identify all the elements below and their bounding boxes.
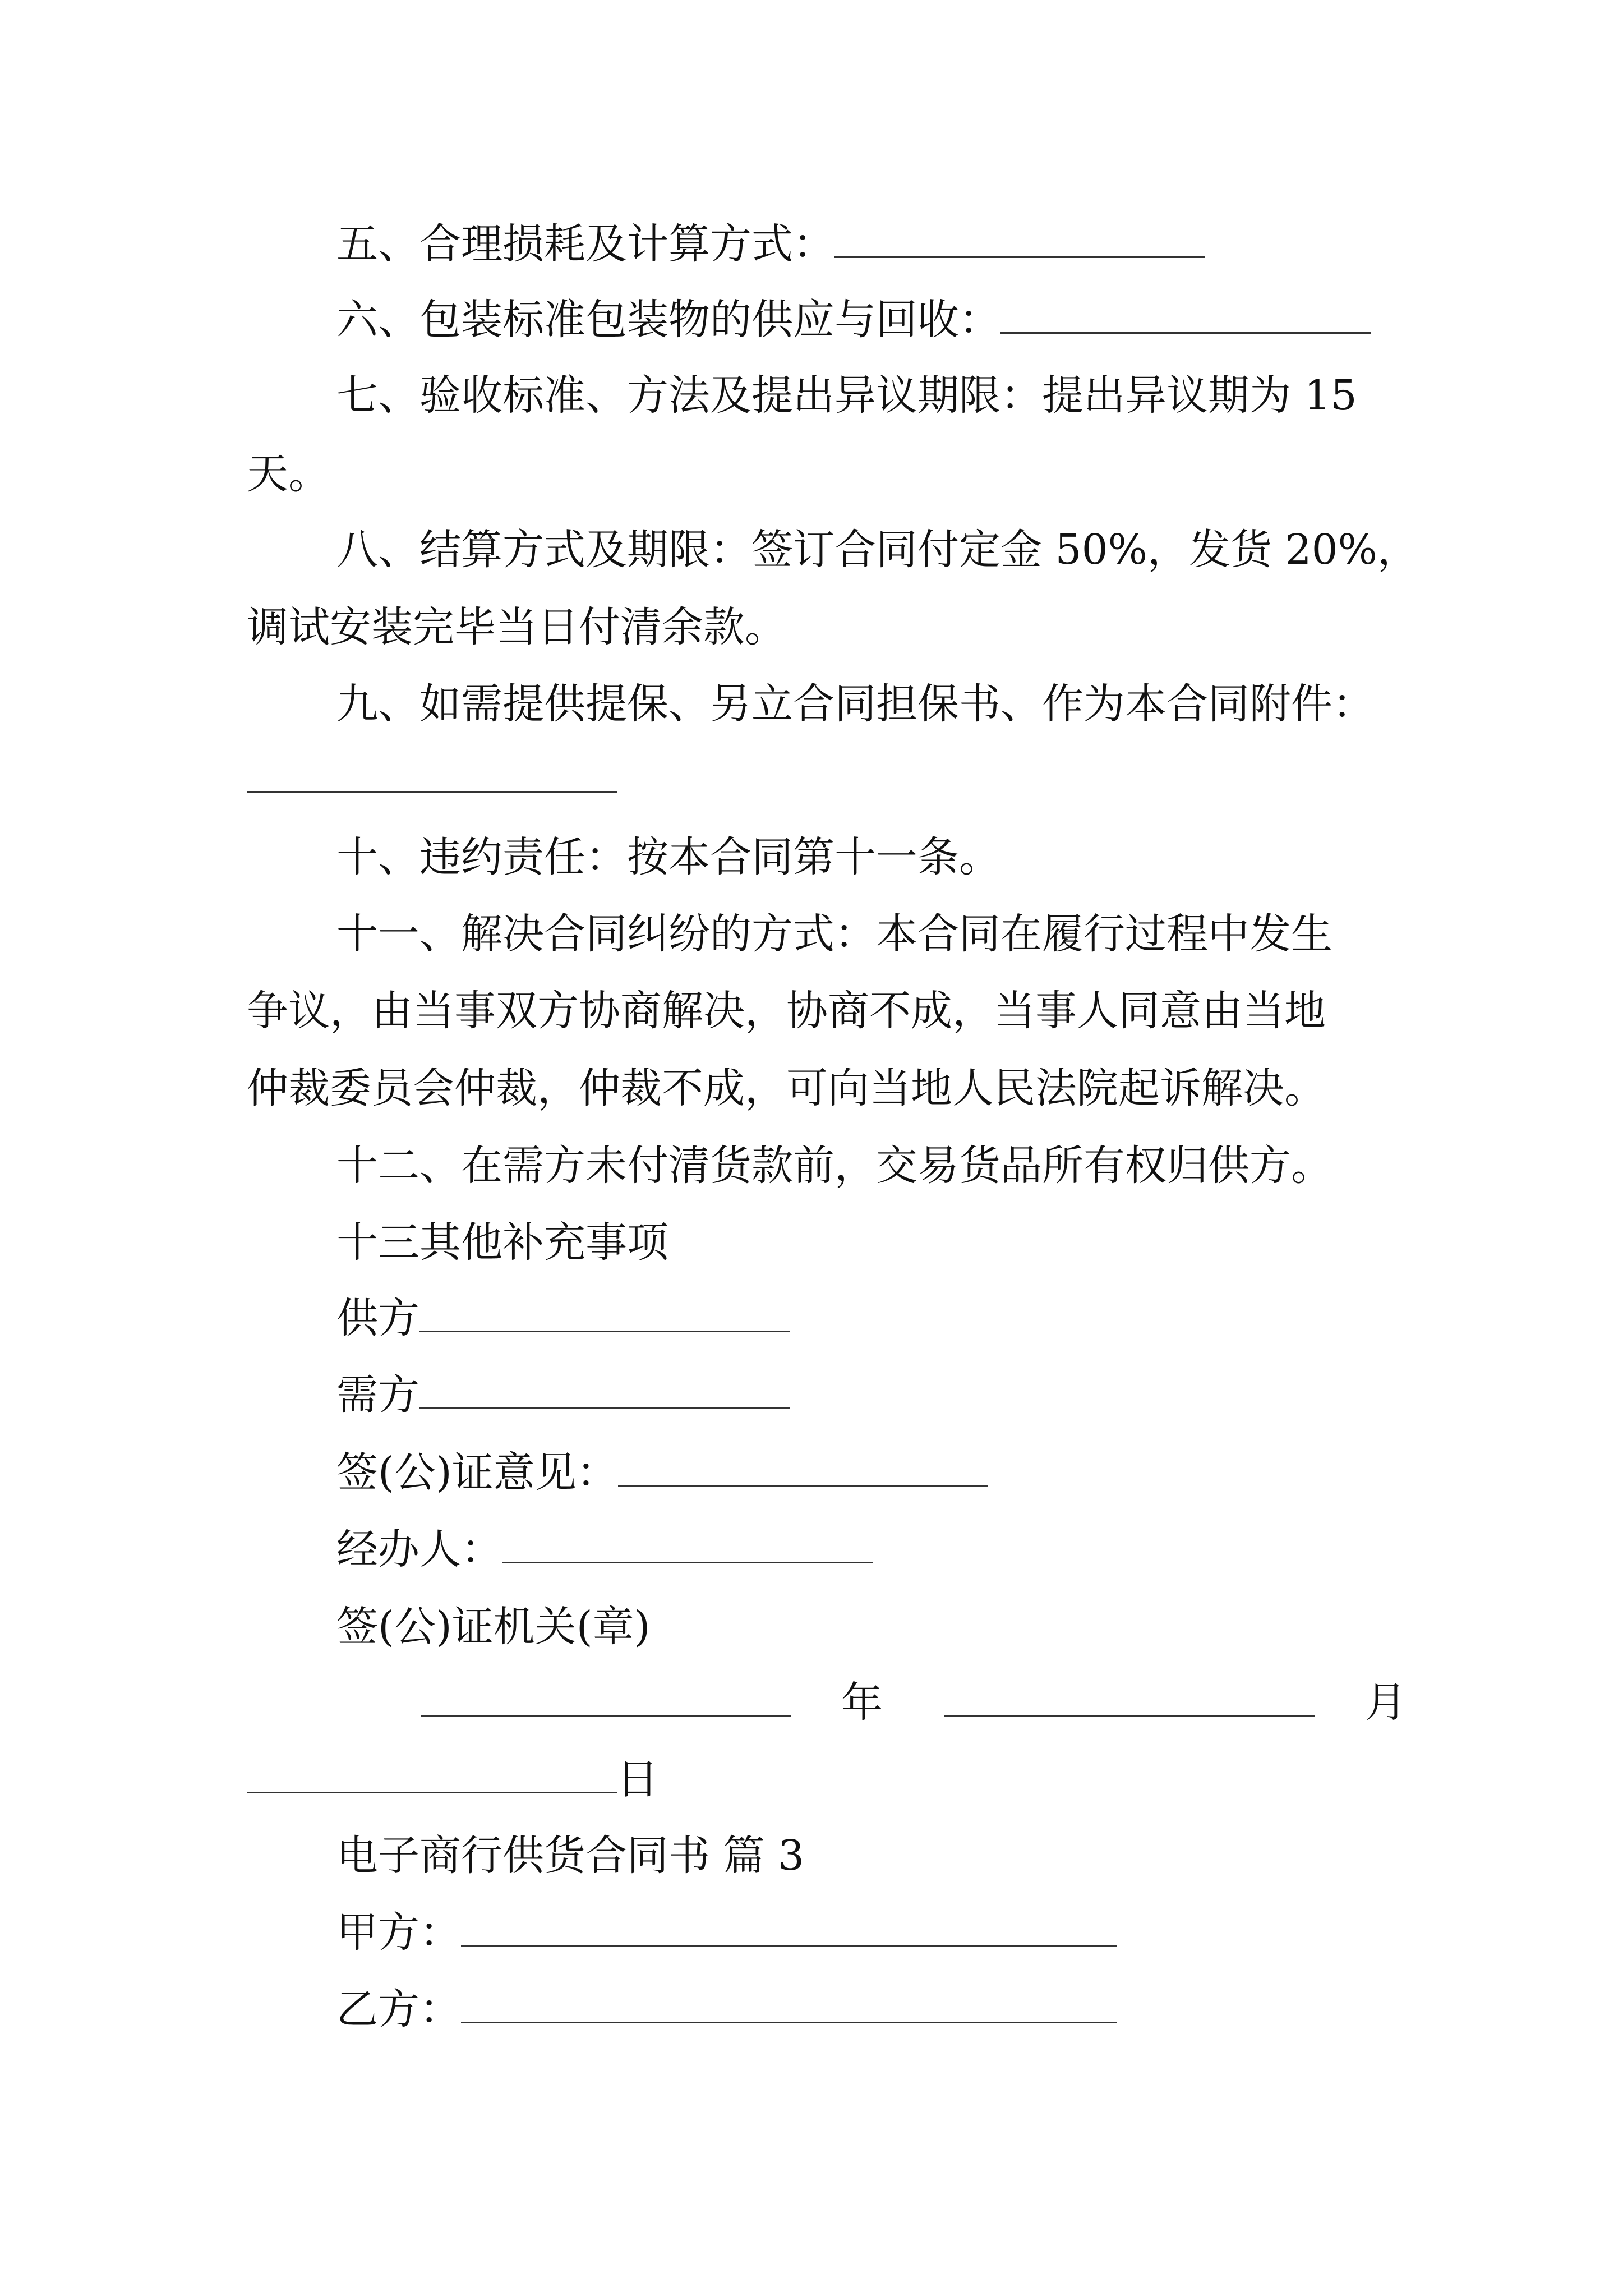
notary-office: 签(公)证机关(章) [336, 1603, 651, 1651]
clause-7-line-2: 天。 [247, 450, 330, 498]
section-3-title: 电子商行供货合同书 篇 3 [336, 1832, 805, 1880]
clause-9-blank[interactable] [247, 790, 617, 793]
date-line [421, 1674, 1407, 1731]
supplier-label: 供方 [336, 1294, 419, 1342]
day-blank[interactable] [247, 1791, 617, 1793]
clause-11-line-3: 仲裁委员会仲裁，仲裁不成，可向当地人民法院起诉解决。 [247, 1064, 1326, 1112]
handler-label: 经办人： [336, 1525, 502, 1573]
notary-opinion-blank[interactable] [618, 1484, 988, 1487]
party-a-label: 甲方： [336, 1908, 461, 1957]
buyer-blank[interactable] [419, 1407, 790, 1409]
day-line [247, 1751, 1380, 1807]
clause-5-text: 五、合理损耗及计算方式： [336, 220, 834, 268]
party-b-label: 乙方： [336, 1985, 461, 2033]
supplier-blank[interactable] [419, 1330, 790, 1332]
notary-opinion-label: 签(公)证意见： [336, 1448, 618, 1497]
month-blank[interactable] [944, 1714, 1315, 1717]
party-b [336, 1981, 1469, 2037]
handler [336, 1521, 1469, 1577]
month-label: 月 [1365, 1678, 1407, 1727]
party-a [336, 1904, 1469, 1961]
clause-5-blank[interactable] [834, 256, 1205, 258]
clause-9-blank-line [247, 751, 1380, 807]
clause-5 [336, 216, 1469, 272]
year-blank[interactable] [421, 1714, 791, 1717]
clause-11-line-1: 十一、解决合同纠纷的方式：本合同在履行过程中发生 [336, 910, 1332, 958]
year-label: 年 [841, 1678, 883, 1727]
clause-6 [336, 292, 1469, 348]
notary-opinion [336, 1444, 1469, 1501]
clause-6-text: 六、包装标准包装物的供应与回收： [336, 296, 1000, 344]
clause-8-line-1: 八、结算方式及期限：签订合同付定金 50%，发货 20%， [336, 526, 1419, 574]
day-label: 日 [617, 1755, 658, 1803]
clause-10: 十、违约责任：按本合同第十一条。 [336, 833, 1000, 881]
party-a-blank[interactable] [461, 1944, 1117, 1947]
clause-12: 十二、在需方未付清货款前，交易货品所有权归供方。 [336, 1142, 1332, 1190]
clause-6-blank[interactable] [1000, 332, 1371, 334]
buyer-label: 需方 [336, 1371, 419, 1419]
clause-11-line-2: 争议，由当事双方协商解决，协商不成，当事人同意由当地 [247, 987, 1326, 1035]
clause-9: 九、如需提供提保、另立合同担保书、作为本合同附件： [336, 680, 1374, 728]
party-b-blank[interactable] [461, 2021, 1117, 2023]
clause-13: 十三其他补充事项 [336, 1218, 668, 1267]
clause-8-line-2: 调试安装完毕当日付清余款。 [247, 603, 786, 651]
handler-blank[interactable] [502, 1561, 873, 1563]
clause-7-line-1: 七、验收标准、方法及提出异议期限：提出异议期为 15 [336, 371, 1357, 420]
supplier-signature [336, 1290, 1469, 1346]
buyer-signature [336, 1367, 1469, 1423]
